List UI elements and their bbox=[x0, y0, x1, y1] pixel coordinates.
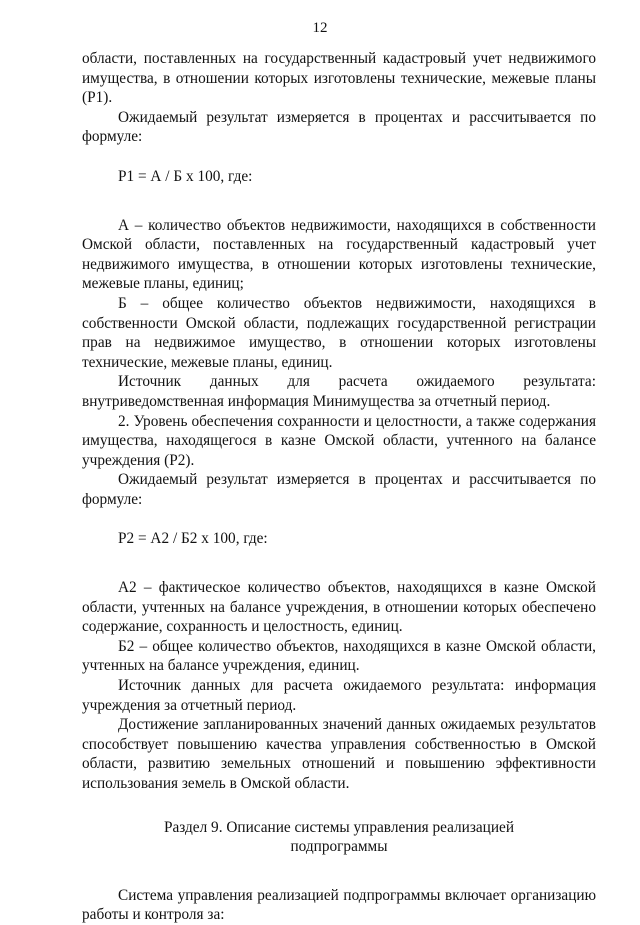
formula-p1: Р1 = А / Б х 100, где: bbox=[118, 167, 253, 185]
word: расчета bbox=[338, 373, 388, 391]
data-source-rest: внутриведомственная информация Минимущества за отчетный период. bbox=[82, 392, 551, 410]
definition-b: Б – общее количество объектов недвижимости, находящихся в собственности Омской области, подлежащих государственной регистрации прав на недвижимое имущество, в отношении которых изготовлены технические, межевые планы, единиц. bbox=[82, 294, 596, 371]
paragraph-management-system: Система управления реализацией подпрограммы включает организацию работы и контроля за: bbox=[82, 886, 596, 924]
definition-a2: А2 – фактическое количество объектов, находящихся в казне Омской области, учтенных на балансе учреждения, в отношении которых обеспечено содержание, сохранность и целостность, единиц. bbox=[82, 579, 596, 636]
section-heading: Раздел 9. Описание системы управления реализацией подпрограммы bbox=[163, 818, 515, 856]
document-body bbox=[82, 49, 596, 925]
word: данных bbox=[209, 373, 259, 391]
word: результата: bbox=[523, 373, 596, 391]
word: ожидаемого bbox=[416, 373, 495, 391]
paragraph-indicator-2: 2. Уровень обеспечения сохранности и целостности, а также содержания имущества, находящегося в казне Омской области, учтенного на балансе учреждения (Р2). bbox=[82, 412, 596, 469]
definition-b2: Б2 – общее количество объектов, находящихся в казне Омской области, учтенных на балансе учреждения, единиц. bbox=[82, 637, 596, 675]
paragraph-expected-result-1: Ожидаемый результат измеряется в процентах и рассчитывается по формуле: bbox=[82, 108, 596, 146]
paragraph-achievement: Достижение запланированных значений данных ожидаемых результатов способствует повышению качества управления собственностью в Омской области, развитию земельных отношений и повышению эффективности использования земель в Омской области. bbox=[82, 716, 596, 792]
data-source-line bbox=[82, 372, 596, 392]
word: для bbox=[287, 373, 310, 391]
paragraph-p1: области, поставленных на государственный кадастровый учет недвижимого имущества, в отношении которых изготовлены технические, межевые планы (Р1). bbox=[82, 50, 596, 107]
word: Источник bbox=[118, 373, 182, 391]
data-source-2: Источник данных для расчета ожидаемого результата: информация учреждения за отчетный период. bbox=[82, 677, 596, 714]
formula-p2: Р2 = А2 / Б2 х 100, где: bbox=[118, 530, 268, 548]
page-number: 12 bbox=[312, 20, 328, 36]
paragraph-expected-result-2: Ожидаемый результат измеряется в процентах и рассчитывается по формуле: bbox=[82, 471, 596, 508]
definition-a: А – количество объектов недвижимости, находящихся в собственности Омской области, поставленных на государственный кадастровый учет недвижимого имущества, в отношении которых изготовлены технические, межевые планы, единиц; bbox=[82, 216, 596, 293]
